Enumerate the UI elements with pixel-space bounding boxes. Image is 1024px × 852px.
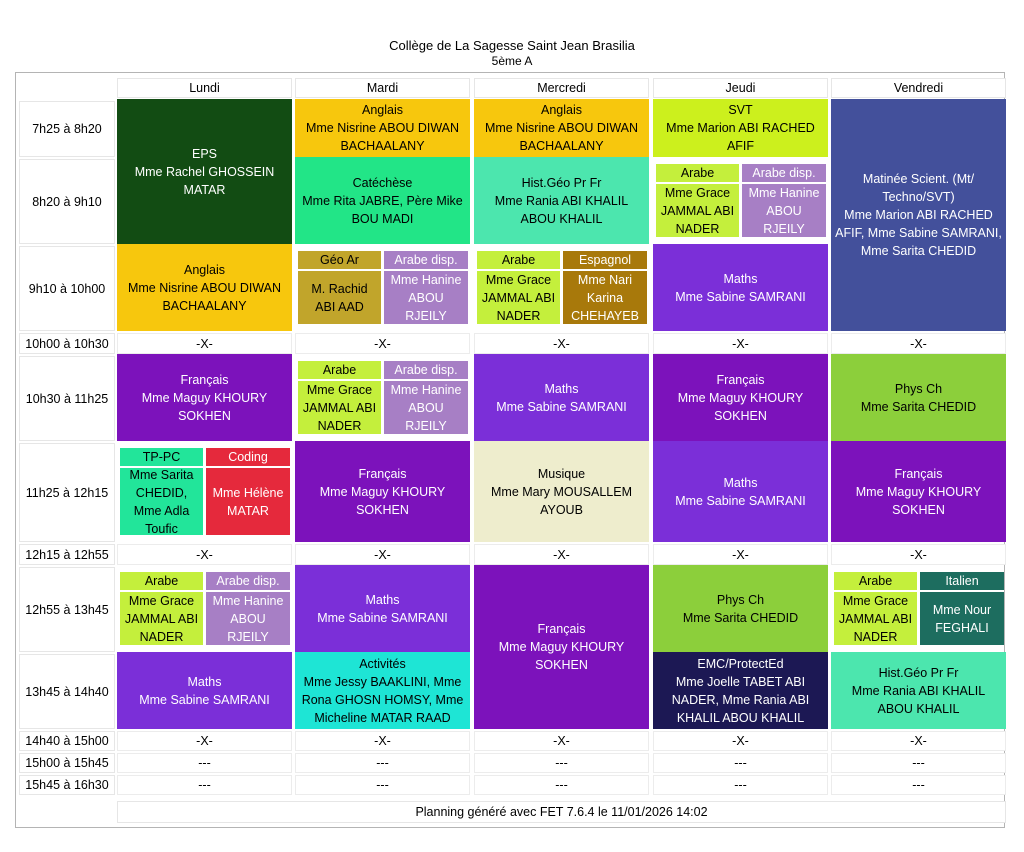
course-subject: Maths	[723, 475, 758, 490]
course-cell	[474, 99, 649, 157]
empty-cell: ---	[653, 775, 828, 795]
course-teacher: Mme Maguy KHOURY SOKHEN	[141, 390, 268, 423]
course-cell	[474, 354, 649, 441]
course-subject-strip	[298, 361, 381, 379]
course-teacher: Mme Maguy KHOURY SOKHEN	[498, 640, 625, 672]
timetable-header	[0, 38, 1024, 69]
break-cell: -X-	[295, 731, 470, 751]
course-subject: Français	[180, 372, 229, 387]
course-subject: Français	[537, 622, 586, 636]
course-teacher-box	[834, 592, 917, 645]
course-subject: EMC/ProtectEd	[697, 656, 784, 671]
course-teacher: Mme Nour FEGHALI	[932, 602, 992, 635]
break-cell: -X-	[474, 544, 649, 565]
course-cell	[117, 652, 292, 729]
course-teacher: Mme Hanine ABOU RJEILY	[390, 272, 462, 323]
course-cell	[295, 565, 470, 652]
time-slot-label: 11h25 à 12h15	[19, 443, 115, 542]
time-slot-label: 12h55 à 13h45	[19, 567, 115, 652]
course-cell	[474, 157, 649, 244]
day-header: Mardi	[295, 78, 470, 98]
course-teacher: Mme Grace JAMMAL ABI NADER	[124, 593, 199, 644]
course-teacher: Mme Mary MOUSALLEM AYOUB	[491, 484, 632, 517]
time-slot-label: 13h45 à 14h40	[19, 654, 115, 729]
course-cell	[295, 157, 470, 244]
course-teacher: Mme Hanine ABOU RJEILY	[748, 185, 820, 236]
day-header: Lundi	[117, 78, 292, 98]
empty-cell: ---	[831, 753, 1006, 773]
time-slot-label: 7h25 à 8h20	[19, 101, 115, 157]
course-subject: Phys Ch	[716, 592, 765, 607]
course-teacher-box	[920, 592, 1004, 645]
course-teacher: Mme Nisrine ABOU DIWAN BACHAALANY	[484, 121, 639, 153]
school-title: Collège de La Sagesse Saint Jean Brasilia	[389, 38, 635, 53]
course-subject: Français	[358, 466, 407, 481]
class-name: 5ème A	[491, 54, 533, 68]
course-subject: Arabe disp.	[394, 253, 458, 267]
break-cell: -X-	[117, 333, 292, 354]
course-subject: Catéchèse	[352, 175, 413, 190]
break-cell: -X-	[653, 333, 828, 354]
course-cell	[117, 354, 292, 441]
course-subject-strip	[206, 448, 290, 466]
timetable-frame	[15, 72, 1005, 828]
course-subject-strip	[384, 361, 468, 379]
course-teacher: Mme Sabine SAMRANI	[496, 399, 627, 414]
course-teacher-box	[563, 271, 647, 324]
course-subject: Arabe	[501, 253, 536, 267]
course-teacher: Mme Maguy KHOURY SOKHEN	[319, 484, 446, 517]
course-subject: Maths	[187, 674, 222, 689]
course-subject: Anglais	[541, 103, 582, 117]
break-cell: -X-	[831, 731, 1006, 751]
empty-cell: ---	[117, 775, 292, 795]
time-slot-label: 8h20 à 9h10	[19, 159, 115, 244]
course-subject: Maths	[723, 271, 758, 286]
empty-cell: ---	[831, 775, 1006, 795]
course-subject: Arabe	[680, 166, 715, 180]
course-cell	[653, 565, 828, 652]
course-teacher: Mme Rachel GHOSSEIN MATAR	[134, 164, 275, 197]
time-slot-label: 9h10 à 10h00	[19, 246, 115, 331]
course-teacher: Mme Grace JAMMAL ABI NADER	[302, 382, 377, 433]
empty-cell: ---	[295, 775, 470, 795]
footer-note: Planning généré avec FET 7.6.4 le 11/01/2026 14:02	[117, 801, 1006, 823]
course-teacher: Mme Marion ABI RACHED AFIF	[666, 121, 815, 153]
course-subject: Maths	[544, 381, 579, 396]
course-teacher: Mme Maguy KHOURY SOKHEN	[855, 484, 982, 517]
course-teacher: Mme Sabine SAMRANI	[317, 610, 448, 625]
course-teacher: Mme Grace JAMMAL ABI NADER	[481, 272, 556, 323]
empty-cell: ---	[474, 775, 649, 795]
course-cell	[474, 441, 649, 542]
course-teacher-box	[384, 271, 468, 324]
course-subject: Anglais	[184, 262, 225, 277]
course-subject-strip	[120, 572, 203, 590]
course-subject: TP-PC	[142, 450, 181, 464]
course-subject: Arabe disp.	[216, 574, 280, 588]
course-cell	[831, 354, 1006, 441]
course-cell	[831, 441, 1006, 542]
course-subject: Espagnol	[578, 253, 632, 267]
time-slot-label: 10h00 à 10h30	[19, 333, 115, 354]
course-subject-strip	[206, 572, 290, 590]
course-cell	[653, 99, 828, 157]
course-teacher-box	[298, 381, 381, 434]
course-teacher-box	[120, 592, 203, 645]
course-subject-strip	[563, 251, 647, 269]
course-teacher: Mme Sarita CHEDID	[682, 610, 799, 625]
time-slot-label: 10h30 à 11h25	[19, 356, 115, 441]
empty-cell: ---	[474, 753, 649, 773]
break-cell: -X-	[653, 731, 828, 751]
course-teacher: Mme Sabine SAMRANI	[675, 493, 806, 508]
course-cell	[295, 441, 470, 542]
break-cell: -X-	[831, 544, 1006, 565]
break-cell: -X-	[295, 333, 470, 354]
course-subject: Musique	[537, 466, 586, 481]
course-teacher: Mme Nari Karina CHEHAYEB	[571, 272, 639, 323]
course-teacher: Mme Hanine ABOU RJEILY	[390, 382, 462, 433]
course-teacher-box	[384, 381, 468, 434]
course-cell	[653, 244, 828, 331]
course-teacher: Mme Nisrine ABOU DIWAN BACHAALANY	[305, 121, 460, 153]
course-teacher: M. Rachid ABI AAD	[311, 281, 368, 314]
course-subject: Arabe	[858, 574, 893, 588]
course-cell	[653, 652, 828, 729]
course-teacher-box	[206, 592, 290, 645]
break-cell: -X-	[831, 333, 1006, 354]
break-cell: -X-	[474, 731, 649, 751]
course-subject-strip	[477, 251, 560, 269]
course-teacher: Mme Maguy KHOURY SOKHEN	[677, 390, 804, 423]
course-subject-strip	[120, 448, 203, 466]
course-teacher-box	[742, 184, 826, 237]
course-teacher: Mme Sabine SAMRANI	[675, 289, 806, 304]
course-teacher: Mme Jessy BAAKLINI, Mme Rona GHOSN HOMSY, Mme Micheline MATAR RAAD	[301, 674, 464, 725]
course-cell	[653, 441, 828, 542]
course-teacher: Mme Rania ABI KHALIL ABOU KHALIL	[851, 683, 986, 716]
day-header: Mercredi	[474, 78, 649, 98]
course-cell	[295, 99, 470, 157]
course-teacher: Mme Marion ABI RACHED AFIF, Mme Sabine SAMRANI, Mme Sarita CHEDID	[835, 208, 1002, 258]
course-cell	[117, 244, 292, 331]
course-teacher: Mme Hélène MATAR	[212, 485, 284, 518]
course-subject: Coding	[228, 450, 268, 464]
course-cell	[117, 99, 292, 244]
course-subject: Arabe disp.	[394, 363, 458, 377]
course-subject: Activités	[359, 656, 406, 671]
course-subject-strip	[834, 572, 917, 590]
course-teacher: Mme Grace JAMMAL ABI NADER	[838, 593, 913, 644]
time-slot-label: 15h00 à 15h45	[19, 753, 115, 773]
course-cell	[474, 565, 649, 729]
course-subject-strip	[656, 164, 739, 182]
course-subject: SVT	[728, 103, 753, 117]
time-slot-label: 15h45 à 16h30	[19, 775, 115, 795]
empty-cell: ---	[117, 753, 292, 773]
course-teacher: Mme Nisrine ABOU DIWAN BACHAALANY	[127, 280, 282, 313]
break-cell: -X-	[117, 731, 292, 751]
time-slot-label: 12h15 à 12h55	[19, 544, 115, 565]
time-slot-label: 14h40 à 15h00	[19, 731, 115, 751]
break-cell: -X-	[653, 544, 828, 565]
day-header: Jeudi	[653, 78, 828, 98]
course-subject: Phys Ch	[894, 381, 943, 396]
break-cell: -X-	[117, 544, 292, 565]
course-teacher-box	[656, 184, 739, 237]
course-subject: Arabe	[322, 363, 357, 377]
course-teacher-box	[120, 468, 203, 535]
course-subject: Hist.Géo Pr Fr	[878, 665, 959, 680]
course-teacher: Mme Joelle TABET ABI NADER, Mme Rania ABI KHALIL ABOU KHALIL	[671, 674, 810, 725]
course-teacher: Mme Grace JAMMAL ABI NADER	[660, 185, 735, 236]
course-cell	[295, 652, 470, 729]
course-subject-strip	[920, 572, 1004, 590]
course-subject: Arabe	[144, 574, 179, 588]
course-subject: Français	[894, 466, 943, 481]
course-cell	[831, 99, 1006, 331]
course-teacher: Mme Hanine ABOU RJEILY	[212, 593, 284, 644]
course-subject-strip	[384, 251, 468, 269]
course-subject: Arabe disp.	[752, 166, 816, 180]
course-cell	[831, 652, 1006, 729]
break-cell: -X-	[295, 544, 470, 565]
course-subject: Matinée Scient. (Mt/ Techno/SVT)	[862, 172, 975, 204]
course-subject-strip	[742, 164, 826, 182]
course-subject: Anglais	[362, 103, 403, 117]
course-teacher: Mme Sabine SAMRANI	[139, 692, 270, 707]
empty-cell: ---	[653, 753, 828, 773]
course-teacher-box	[206, 468, 290, 535]
course-teacher: Mme Sarita CHEDID	[860, 399, 977, 414]
course-cell	[653, 354, 828, 441]
course-teacher: Mme Rania ABI KHALIL ABOU KHALIL	[494, 193, 629, 226]
course-teacher-box	[477, 271, 560, 324]
course-teacher: Mme Rita JABRE, Père Mike BOU MADI	[302, 193, 463, 226]
course-subject: Géo Ar	[320, 253, 359, 267]
course-subject: Italien	[945, 574, 979, 588]
course-teacher-box	[298, 271, 381, 324]
course-subject: Hist.Géo Pr Fr	[521, 175, 602, 190]
day-header: Vendredi	[831, 78, 1006, 98]
course-subject: Français	[716, 372, 765, 387]
course-teacher: Mme Sarita CHEDID, Mme Adla Toufic	[129, 468, 194, 535]
course-subject-strip	[298, 251, 381, 269]
empty-cell: ---	[295, 753, 470, 773]
course-subject: Maths	[365, 592, 400, 607]
break-cell: -X-	[474, 333, 649, 354]
course-subject: EPS	[191, 146, 217, 161]
